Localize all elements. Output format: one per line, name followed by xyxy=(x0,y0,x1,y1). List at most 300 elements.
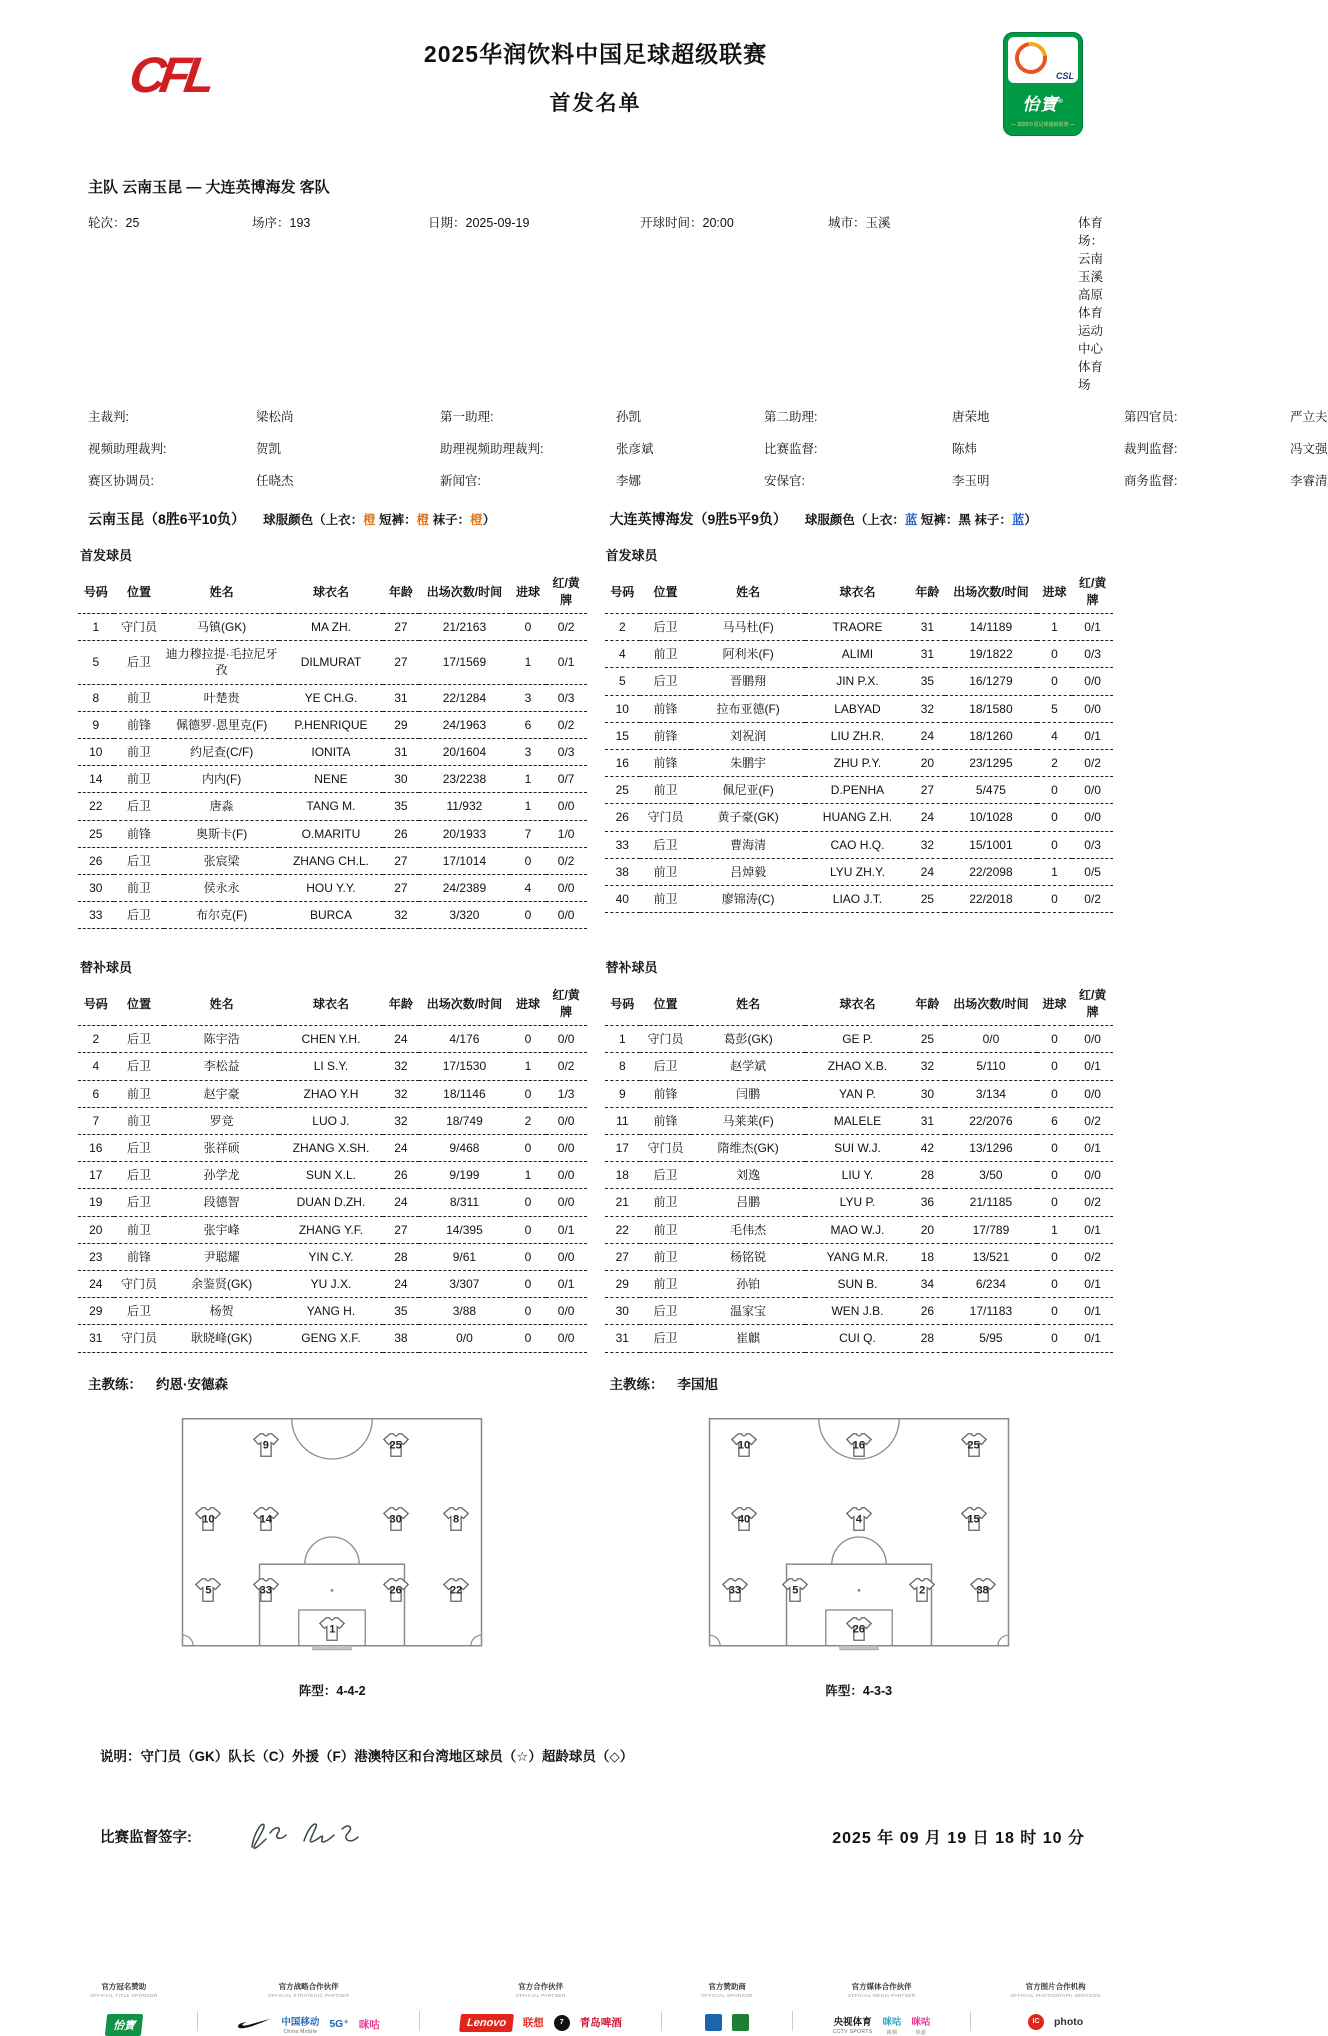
cell: 0 xyxy=(510,1135,546,1162)
player-row xyxy=(78,1325,587,1352)
cell: 后卫 xyxy=(114,793,165,820)
cell: 6 xyxy=(78,1080,114,1107)
cell: 0/0 xyxy=(1072,777,1113,804)
column-header: 号码 xyxy=(78,568,114,614)
cell: 后卫 xyxy=(640,1325,691,1352)
cell: 10/1028 xyxy=(945,804,1037,831)
cell: 29 xyxy=(383,711,419,738)
cell: 5 xyxy=(1037,695,1073,722)
footer-divider xyxy=(419,2011,420,2031)
jersey-number: 26 xyxy=(852,1623,865,1636)
starting-section-row xyxy=(78,545,1113,564)
cell: 段德智 xyxy=(164,1189,278,1216)
player-row xyxy=(78,1270,587,1297)
away-coach-name: 李国旭 xyxy=(677,1376,718,1392)
cell: 唐淼 xyxy=(164,793,278,820)
column-header: 年龄 xyxy=(383,568,419,614)
cell: LIU Y. xyxy=(805,1162,909,1189)
cell: 3/50 xyxy=(945,1162,1037,1189)
jersey-number: 10 xyxy=(202,1513,215,1526)
cell: 前卫 xyxy=(640,1216,691,1243)
field-value: 张彦斌 xyxy=(616,442,654,456)
cell: 3/320 xyxy=(419,902,511,929)
cell: 0/0 xyxy=(945,1026,1037,1053)
home-start-table xyxy=(78,568,587,929)
player-row xyxy=(78,684,587,711)
cell: MA ZH. xyxy=(279,614,383,641)
cell: 约尼查(C/F) xyxy=(164,738,278,765)
kit-color-word: 黑 xyxy=(958,513,971,527)
cell: GENG X.F. xyxy=(279,1325,383,1352)
cell: 30 xyxy=(383,766,419,793)
cell: 26 xyxy=(78,847,114,874)
cell: 0/2 xyxy=(1072,1243,1113,1270)
sponsor-logo-blue xyxy=(705,2014,722,2031)
cell: 0/1 xyxy=(1072,1298,1113,1325)
cell: 后卫 xyxy=(114,847,165,874)
cell: LI S.Y. xyxy=(279,1053,383,1080)
cell: 33 xyxy=(78,902,114,929)
cell: 34 xyxy=(910,1270,946,1297)
jersey-number: 10 xyxy=(737,1439,751,1452)
sponsor-footer xyxy=(78,1981,1113,2036)
cell: 0/1 xyxy=(546,1216,587,1243)
player-row xyxy=(78,766,587,793)
cell: 前卫 xyxy=(114,766,165,793)
cell: 隋维杰(GK) xyxy=(691,1135,805,1162)
player-jersey xyxy=(780,1575,810,1604)
player-row xyxy=(605,1053,1114,1080)
match-info-item: 城市：玉溪 xyxy=(828,216,891,230)
column-header: 姓名 xyxy=(691,980,805,1026)
cell: 0/2 xyxy=(1072,749,1113,776)
signature-datetime: 2025 年 09 月 19 日 18 时 10 分 xyxy=(832,1830,1085,1847)
cell: 0/0 xyxy=(546,1107,587,1134)
cell: 1 xyxy=(510,641,546,684)
cell: 42 xyxy=(910,1135,946,1162)
field-value: 李玉明 xyxy=(952,474,990,488)
cell: 0/1 xyxy=(1072,1216,1113,1243)
cell: 4 xyxy=(605,641,641,668)
kit-text-part: 球服颜色（上衣： xyxy=(263,513,364,527)
column-header: 出场次数/时间 xyxy=(419,980,511,1026)
cell: 0 xyxy=(1037,1080,1073,1107)
cell: 守门员 xyxy=(114,614,165,641)
lenovo-logo: Lenovo xyxy=(459,2014,514,2032)
field-value: 冯文强 xyxy=(1290,442,1328,456)
migu-play-logo: 咪咕 快游 xyxy=(911,2016,931,2036)
cell: 0/0 xyxy=(419,1325,511,1352)
player-row xyxy=(605,1162,1114,1189)
cell: 31 xyxy=(78,1325,114,1352)
cell: 0/0 xyxy=(546,1162,587,1189)
player-row xyxy=(605,1325,1114,1352)
sponsor-group xyxy=(90,1981,158,2036)
cell: 0 xyxy=(510,1189,546,1216)
column-header: 位置 xyxy=(114,568,165,614)
cell: 0 xyxy=(510,1298,546,1325)
cell: LYU P. xyxy=(805,1189,909,1216)
player-row xyxy=(605,1298,1114,1325)
cell: 奥斯卡(F) xyxy=(164,820,278,847)
cell: 18/1146 xyxy=(419,1080,511,1107)
cell: 后卫 xyxy=(114,641,165,684)
column-header: 球衣名 xyxy=(805,980,909,1026)
cell: LYU ZH.Y. xyxy=(805,858,909,885)
cell: 28 xyxy=(383,1243,419,1270)
cell: 0/0 xyxy=(546,1189,587,1216)
cell: 1 xyxy=(78,614,114,641)
cell: 前卫 xyxy=(114,1216,165,1243)
cell: 后卫 xyxy=(640,1053,691,1080)
cell: 24 xyxy=(78,1270,114,1297)
cell: 0 xyxy=(1037,1026,1073,1053)
cell: 3/88 xyxy=(419,1298,511,1325)
player-row xyxy=(605,1080,1114,1107)
cell: 17/1014 xyxy=(419,847,511,874)
cell: 尹聪耀 xyxy=(164,1243,278,1270)
column-header: 年龄 xyxy=(910,568,946,614)
away-starting-table xyxy=(605,568,1114,929)
field-value: 任晓杰 xyxy=(256,474,294,488)
cell: 1 xyxy=(605,1026,641,1053)
cell: 前锋 xyxy=(114,820,165,847)
cell: 1 xyxy=(510,1053,546,1080)
field-value: 严立夫 xyxy=(1290,410,1328,424)
cell: 0/1 xyxy=(1072,614,1113,641)
cell: 后卫 xyxy=(640,1298,691,1325)
field-label: 第一助理: xyxy=(440,410,494,424)
player-jersey xyxy=(844,1505,874,1534)
sponsor-logos xyxy=(460,2014,622,2032)
player-row xyxy=(78,1135,587,1162)
cell: LABYAD xyxy=(805,695,909,722)
field-value: 李睿清 xyxy=(1290,474,1328,488)
cell: 杨贺 xyxy=(164,1298,278,1325)
cell: 后卫 xyxy=(114,1298,165,1325)
home-coach-name: 约恩·安德森 xyxy=(156,1376,228,1392)
migu-logo: 咪咕 xyxy=(358,2018,380,2031)
cell: 守门员 xyxy=(640,1135,691,1162)
cell: 后卫 xyxy=(114,1162,165,1189)
player-row xyxy=(605,641,1114,668)
column-header: 出场次数/时间 xyxy=(945,568,1037,614)
cell: ZHU P.Y. xyxy=(805,749,909,776)
cell: 6 xyxy=(1037,1107,1073,1134)
cell: 9 xyxy=(78,711,114,738)
player-jersey xyxy=(251,1575,281,1604)
cell: 24 xyxy=(910,722,946,749)
cell: 3 xyxy=(510,684,546,711)
player-jersey xyxy=(251,1430,281,1459)
cell: 后卫 xyxy=(640,1162,691,1189)
jersey-number: 25 xyxy=(967,1439,980,1452)
jersey-number: 22 xyxy=(449,1584,463,1597)
field-label: 赛区协调员: xyxy=(88,474,154,488)
kit-color-word: 橙 xyxy=(470,513,483,527)
cell: 9 xyxy=(605,1080,641,1107)
cell: 32 xyxy=(383,902,419,929)
cell: 17/1569 xyxy=(419,641,511,684)
officials-row-1 xyxy=(78,407,1328,425)
footer-divider xyxy=(661,2011,662,2031)
cell: HUANG Z.H. xyxy=(805,804,909,831)
cell: HOU Y.Y. xyxy=(279,874,383,901)
field-label: 视频助理裁判: xyxy=(88,442,167,456)
cell: 布尔克(F) xyxy=(164,902,278,929)
player-row xyxy=(78,1080,587,1107)
cell: 佩尼亚(F) xyxy=(691,777,805,804)
cell: 曹海清 xyxy=(691,831,805,858)
field-value: 孙凯 xyxy=(616,410,642,424)
cell: 32 xyxy=(910,831,946,858)
cell: 32 xyxy=(383,1080,419,1107)
cell: 32 xyxy=(383,1107,419,1134)
cell: 35 xyxy=(383,1298,419,1325)
cell: 21 xyxy=(605,1189,641,1216)
cell: 前卫 xyxy=(114,738,165,765)
cell: 22/2076 xyxy=(945,1107,1037,1134)
jersey-number: 30 xyxy=(389,1513,402,1526)
cell: 守门员 xyxy=(640,1026,691,1053)
cell: 黄子豪(GK) xyxy=(691,804,805,831)
column-header: 姓名 xyxy=(164,568,278,614)
field-label: 主裁判: xyxy=(88,410,129,424)
cell: 3 xyxy=(510,738,546,765)
legend-note: 说明：守门员（GK）队长（C）外援（F）港澳特区和台湾地区球员（☆）超龄球员（◇） xyxy=(100,1748,634,1764)
cell: 17 xyxy=(78,1162,114,1189)
cell: ZHAO Y.H xyxy=(279,1080,383,1107)
cell: 0/2 xyxy=(546,1053,587,1080)
cell: TRAORE xyxy=(805,614,909,641)
player-jersey xyxy=(441,1575,471,1604)
field-label: 裁判监督: xyxy=(1124,442,1178,456)
cell: 0/0 xyxy=(546,1026,587,1053)
sponsor-logos xyxy=(701,2014,753,2031)
match-info-item: 场序：193 xyxy=(252,216,311,230)
player-row xyxy=(78,902,587,929)
cell: 崔麒 xyxy=(691,1325,805,1352)
csl-swirl-icon xyxy=(1009,36,1054,81)
cell: 8 xyxy=(78,684,114,711)
column-header: 进球 xyxy=(1037,568,1073,614)
cell: SUI W.J. xyxy=(805,1135,909,1162)
column-header: 进球 xyxy=(510,568,546,614)
player-jersey xyxy=(959,1430,989,1459)
cell: 0/3 xyxy=(1072,641,1113,668)
cell: 1 xyxy=(1037,858,1073,885)
cell: 21/1185 xyxy=(945,1189,1037,1216)
cell: 0/2 xyxy=(1072,1107,1113,1134)
jersey-number: 4 xyxy=(855,1513,862,1526)
kit-text-part: 球服颜色（上衣： xyxy=(804,513,905,527)
cell: 0 xyxy=(510,902,546,929)
cell: 前卫 xyxy=(114,874,165,901)
cell: 27 xyxy=(605,1243,641,1270)
cell: 0/1 xyxy=(1072,1270,1113,1297)
teams-line: 主队 云南玉昆 — 大连英博海发 客队 xyxy=(88,179,330,196)
cell: 5 xyxy=(605,668,641,695)
cell: 0/1 xyxy=(1072,1135,1113,1162)
cell: 前卫 xyxy=(640,885,691,912)
sponsor-logo-green xyxy=(732,2014,749,2031)
header-row xyxy=(605,568,1114,614)
player-row xyxy=(605,831,1114,858)
cell: IONITA xyxy=(279,738,383,765)
cell: 后卫 xyxy=(640,831,691,858)
cell: 3/134 xyxy=(945,1080,1037,1107)
cell: 9/61 xyxy=(419,1243,511,1270)
cell: 后卫 xyxy=(114,902,165,929)
cell: 17/1530 xyxy=(419,1053,511,1080)
cell: 24/1963 xyxy=(419,711,511,738)
cell: JIN P.X. xyxy=(805,668,909,695)
player-row xyxy=(78,1053,587,1080)
cell: 0 xyxy=(510,847,546,874)
cell: DUAN D.ZH. xyxy=(279,1189,383,1216)
cell: 前卫 xyxy=(114,684,165,711)
cell: 0/0 xyxy=(1072,1026,1113,1053)
cell: 0 xyxy=(1037,1243,1073,1270)
column-header: 年龄 xyxy=(910,980,946,1026)
cell: 0 xyxy=(1037,885,1073,912)
cell: 0 xyxy=(510,1216,546,1243)
cell: 张祥硕 xyxy=(164,1135,278,1162)
cell: 23/2238 xyxy=(419,766,511,793)
ea7-logo: 7 xyxy=(554,2015,570,2031)
cell: 35 xyxy=(383,793,419,820)
kit-color-word: 橙 xyxy=(416,513,430,527)
away-formation xyxy=(605,1417,1114,1699)
cell: 赵宇豪 xyxy=(164,1080,278,1107)
cell: NENE xyxy=(279,766,383,793)
cell: 0/0 xyxy=(1072,804,1113,831)
away-start-table xyxy=(605,568,1114,913)
field-label: 比赛监督: xyxy=(764,442,818,456)
cell: 19 xyxy=(78,1189,114,1216)
cell: 4 xyxy=(510,874,546,901)
cell: 0/3 xyxy=(1072,831,1113,858)
cell: 27 xyxy=(383,614,419,641)
cell: 5/110 xyxy=(945,1053,1037,1080)
player-row xyxy=(78,1026,587,1053)
player-jersey xyxy=(317,1615,347,1644)
yibao-brand-text: 怡寶 ® xyxy=(1022,90,1063,115)
column-header: 红/黄牌 xyxy=(546,980,587,1026)
jersey-number: 16 xyxy=(852,1439,865,1452)
field-label: 商务监督: xyxy=(1124,474,1178,488)
player-row xyxy=(78,1189,587,1216)
cell: 0/2 xyxy=(1072,885,1113,912)
cell: 余鉴贤(GK) xyxy=(164,1270,278,1297)
cell: GE P. xyxy=(805,1026,909,1053)
cell: 19/1822 xyxy=(945,641,1037,668)
cell: 1 xyxy=(1037,1216,1073,1243)
kit-color-word: 橙 xyxy=(363,513,376,527)
cell: 0 xyxy=(1037,777,1073,804)
cell: 前卫 xyxy=(640,858,691,885)
sponsor-group xyxy=(237,1981,380,2035)
away-starting-label: 首发球员 xyxy=(605,548,658,563)
jersey-number: 33 xyxy=(728,1584,742,1597)
cell: 4/176 xyxy=(419,1026,511,1053)
cell: 1 xyxy=(1037,614,1073,641)
cell: 5 xyxy=(78,641,114,684)
cell: ALIMI xyxy=(805,641,909,668)
cell: 前卫 xyxy=(114,1107,165,1134)
column-header: 位置 xyxy=(640,980,691,1026)
player-row xyxy=(78,874,587,901)
field-label: 助理视频助理裁判: xyxy=(440,442,544,456)
cfl-league-logo: CFL xyxy=(126,47,214,103)
cell: 4 xyxy=(78,1053,114,1080)
player-row xyxy=(605,722,1114,749)
cell: ZHANG Y.F. xyxy=(279,1216,383,1243)
cell: 杨铭锐 xyxy=(691,1243,805,1270)
badge-year-line: — 2025中国足球超级联赛 — xyxy=(1011,122,1075,128)
cell: 0 xyxy=(1037,1270,1073,1297)
match-info-item: 日期：2025-09-19 xyxy=(428,216,530,230)
player-row xyxy=(605,1189,1114,1216)
player-row xyxy=(78,1216,587,1243)
jersey-number: 15 xyxy=(967,1513,980,1526)
cell: 0/2 xyxy=(546,847,587,874)
cell: 24 xyxy=(383,1189,419,1216)
cell: ZHAO X.B. xyxy=(805,1053,909,1080)
cell: YU J.X. xyxy=(279,1270,383,1297)
sponsor-category-label: 官方媒体合作伙伴 xyxy=(851,1981,912,1991)
cell: CHEN Y.H. xyxy=(279,1026,383,1053)
away-subs-table xyxy=(605,980,1114,1352)
player-row xyxy=(605,1243,1114,1270)
cell: 0/2 xyxy=(546,711,587,738)
cell: 闫鹏 xyxy=(691,1080,805,1107)
cell: 陈宇浩 xyxy=(164,1026,278,1053)
player-row xyxy=(605,1270,1114,1297)
cell: 0/1 xyxy=(546,641,587,684)
player-jersey xyxy=(968,1575,998,1604)
cell: 20 xyxy=(910,1216,946,1243)
player-jersey xyxy=(381,1575,411,1604)
column-header: 位置 xyxy=(114,980,165,1026)
cell: LIAO J.T. xyxy=(805,885,909,912)
cell: 孙学龙 xyxy=(164,1162,278,1189)
cell: 31 xyxy=(605,1325,641,1352)
home-coach xyxy=(88,1373,592,1393)
cell: MALELE xyxy=(805,1107,909,1134)
cell: 内内(F) xyxy=(164,766,278,793)
csl-badge-top xyxy=(1008,37,1078,83)
cell: 14 xyxy=(78,766,114,793)
cell: 阿利米(F) xyxy=(691,641,805,668)
sponsor-category-label-en: OFFICIAL PHOTOGRAPH SERVICES xyxy=(1010,1993,1101,1999)
sponsor-category-label-en: OFFICIAL PARTNER xyxy=(515,1993,566,1999)
player-row xyxy=(605,1026,1114,1053)
cell: 38 xyxy=(605,858,641,885)
cell: D.PENHA xyxy=(805,777,909,804)
sponsor-group xyxy=(701,1981,753,2031)
away-coach xyxy=(610,1373,1114,1393)
cell: 晋鹏翔 xyxy=(691,668,805,695)
cell: 31 xyxy=(910,1107,946,1134)
player-jersey xyxy=(381,1430,411,1459)
cell: 佩德罗·恩里克(F) xyxy=(164,711,278,738)
column-header: 进球 xyxy=(510,980,546,1026)
cell: LUO J. xyxy=(279,1107,383,1134)
officials-row-3 xyxy=(78,471,1328,489)
cell: 前卫 xyxy=(114,1080,165,1107)
cell: 18/1580 xyxy=(945,695,1037,722)
